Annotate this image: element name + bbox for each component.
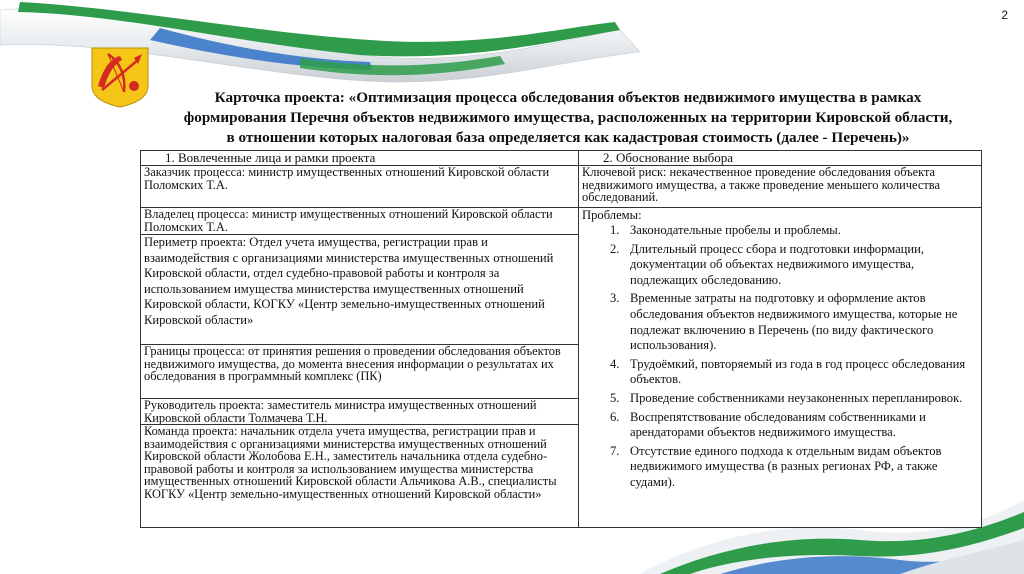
list-item (582, 357, 979, 388)
list-item (582, 391, 979, 407)
title-line-1: Карточка проекта: «Оптимизация процесса обследования объектов недвижимого имущества в рамках (214, 89, 922, 106)
page-number: 2 (1001, 8, 1008, 22)
list-number: 4. (610, 356, 620, 371)
list-number: 6. (610, 409, 620, 424)
list-item (582, 291, 979, 353)
title-line-2: формирования Перечня объектов недвижимого имущества, расположенных на территории Кировской области, (183, 109, 953, 126)
process-owner-cell: Владелец процесса: министр имущественных отношений Кировской области Поломских Т.А. (141, 208, 578, 235)
project-team-cell: Команда проекта: начальник отдела учета имущества, регистрации прав и взаимодействия с организациями министерства имущественных отношений Кировской области Жолобова Е.Н., заместитель начальника отдела судебно-правовой работы и контроля за использованием имущества министерства имущественных отношений Кировской области Альчикова А.В., специалисты КОГКУ «Центр земельно-имущественных отношений Кировской области» (144, 425, 557, 501)
list-item (582, 444, 979, 491)
list-item (582, 410, 979, 441)
list-text: Воспрепятствование обследованиям собственниками и арендаторами объектов недвижимого имущества. (630, 409, 926, 440)
list-number: 5. (610, 390, 620, 405)
list-text: Законодательные пробелы и проблемы. (630, 223, 841, 237)
list-item (582, 242, 979, 289)
project-perimeter-cell: Периметр проекта: Отдел учета имущества, регистрации прав и взаимодействия с организациями министерства имущественных отношений Кировской области, отдел судебно-правовой работы и контроля за использованием имущества министерства имущественных отношений Кировской области, КОГКУ «Центр земельно-имущественных отношений Кировской области» (141, 235, 578, 345)
list-number: 2. (610, 241, 620, 256)
list-item (582, 223, 979, 239)
problems-title: Проблемы: (582, 208, 642, 222)
process-customer-cell: Заказчик процесса: министр имущественных отношений Кировской области Поломских Т.А. (141, 166, 578, 208)
right-column (579, 151, 981, 527)
problems-cell (579, 208, 981, 529)
process-boundaries-cell: Границы процесса: от принятия решения о проведении обследования объектов недвижимого имущества, до момента внесения информации о результатах их обследования в программный комплекс (ПК) (141, 345, 578, 399)
coat-of-arms-icon (90, 46, 150, 108)
left-column (141, 151, 579, 527)
right-column-header: 2. Обоснование выбора (579, 151, 981, 166)
list-text: Временные затраты на подготовку и оформление актов обследования объектов недвижимого имущества, которые не подлежат включению в Перечень (по виду фактического использования). (630, 291, 958, 353)
project-card-table (140, 150, 982, 528)
list-number: 7. (610, 443, 620, 458)
project-leader-cell: Руководитель проекта: заместитель министра имущественных отношений Кировской области Толмачева Т.Н. (141, 399, 578, 425)
list-number: 3. (610, 291, 620, 306)
list-text: Длительный процесс сбора и подготовки информации, документации об объектах недвижимого имущества, подлежащих обследованию. (630, 241, 925, 287)
list-text: Трудоёмкий, повторяемый из года в год процесс обследования объектов. (630, 356, 966, 387)
list-number: 1. (610, 223, 620, 237)
left-column-header: 1. Вовлеченные лица и рамки проекта (141, 151, 578, 166)
list-text: Отсутствие единого подхода к отдельным видам объектов недвижимого имущества (в разных регионах РФ, а также судами). (630, 443, 942, 489)
key-risk-cell: Ключевой риск: некачественное проведение обследования объекта недвижимого имущества, а также проведение меньшего количества обследований. (579, 166, 981, 208)
title-line-3: в отношении которых налоговая база определяется как кадастровая стоимость (далее - Перечень)» (226, 129, 910, 146)
problems-list (582, 223, 979, 491)
page-title (148, 88, 988, 148)
list-text: Проведение собственниками неузаконенных перепланировок. (630, 390, 963, 405)
